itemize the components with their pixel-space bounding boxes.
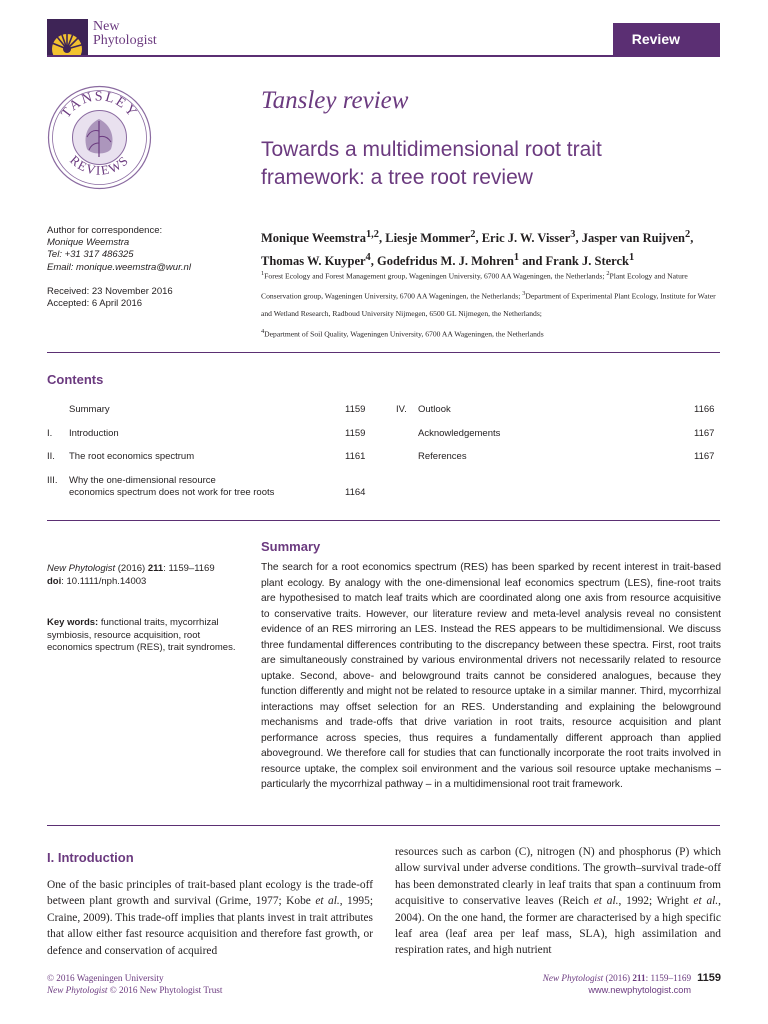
intro-right-column: resources such as carbon (C), nitrogen (N) and phosphorus (P) which allow survival under adverse conditions. The growth–survival trade-off has been demonstrated clearly in leaf traits that span a continuum from acquisitive to conservative leaves (Reich et al., 1992; Wright et al., 2004). On the one hand, the former are characterised by a high specific leaf area (leaf area per leaf mass, SLA), high assimilation and respiration rates, and high nutrient xyxy=(395,846,722,957)
section-divider xyxy=(47,352,720,353)
journal-logo-icon xyxy=(47,19,88,55)
received-dates: Received: 23 November 2016 Accepted: 6 April 2016 xyxy=(47,286,173,310)
header-rule xyxy=(47,55,720,57)
introduction-heading: I. Introduction xyxy=(47,850,134,865)
author-list: Monique Weemstra$^{1,2}$, Liesje Mommer$^2$, Eric J. W. Visser$^3$, Jasper van Ruijven$^2$, Thomas W. Kuyper$^4$, Godefridus M. J. Mohren$^1$ and Frank J. Sterck$^1$ xyxy=(261,229,694,269)
article-type-tab xyxy=(613,23,720,55)
seal-bottom-text: REVIEWS xyxy=(67,152,132,178)
paper-title: Towards a multidimensional root trait framework: a tree root review xyxy=(261,138,602,189)
correspondence-email[interactable]: Email: monique.weemstra@wur.nl xyxy=(47,261,191,273)
toc-item-why-one-dimensional[interactable]: III. Why the one-dimensional resource economics spectrum does not work for tree roots 1164 xyxy=(47,475,366,498)
correspondence-block: Author for correspondence: Monique Weemstra Tel: +31 317 486325 Email: monique.weemstra@wur.nl xyxy=(47,225,247,274)
intro-left-column: One of the basic principles of trait-based plant ecology is the trade-off between plant growth and survival (Grime, 1977; Kobe et al., 1995; Craine, 2009). This trade-off implies that plants invest in trait attributes that allow either fast resource acquisition and therefore fast growth, or defence and conservation of acquired xyxy=(47,879,373,957)
doi-link[interactable]: : 10.1111/nph.14003 xyxy=(61,575,147,587)
article-type-label: Review xyxy=(631,31,680,47)
journal-name: New Phytologist xyxy=(93,19,157,48)
journal-url-link[interactable]: www.newphytologist.com xyxy=(588,984,691,995)
page-footer: New Phytologist (2016) 211: 1159–1169 1159 www.newphytologist.com xyxy=(542,972,721,995)
citation-block: New Phytologist (2016) 211: 1159–1169 doi: 10.1111/nph.14003 xyxy=(47,563,215,587)
summary-text: The search for a root economics spectrum (RES) has been sparked by recent interest in trait-based plant ecology. By analogy with the one-dimensional leaf economics spectrum (LES), fine-root traits are hypothesised to match leaf traits which are coordinated along one axis from resource acquisitive to conservative traits. However, our literature review and meta-level analysis reveal no consistent evidence of an RES mirroring an LES. Instead the RES appears to be multidimensional. We discuss three fundamental differences contributing to the discrepancy between these spectra. First, root traits are simultaneously constrained by various environmental drivers not necessarily related to resource uptake. Second, above- and belowground traits cannot be considered analogues, because they function differently and might not be related to resource uptake in a similar manner. Third, mycorrhizal interactions may offset selection for an RES. Understanding and explaining the belowground mechanisms and trade-offs that drive variation in root traits, resource acquisition and plant performance across species, thus requires a fundamentally different approach than applied aboveground. We therefore call for studies that can functionally incorporate the root traits involved in resource uptake, the complex soil environment and the various soil resource uptake mechanisms – particularly the mycorrhizal pathway – in a multidimensional root trait framework. xyxy=(261,562,721,790)
summary-heading: Summary xyxy=(261,539,321,554)
section-divider xyxy=(47,520,720,521)
section-divider xyxy=(47,825,720,826)
contents-heading: Contents xyxy=(47,372,104,387)
copyright-footer: © 2016 Wageningen University New Phytologist © 2016 New Phytologist Trust xyxy=(47,973,223,995)
tansley-reviews-seal xyxy=(47,85,152,190)
series-label: Tansley review xyxy=(261,87,409,114)
keywords-block: Key words: functional traits, mycorrhizal symbiosis, resource acquisition, root economics spectrum (RES), trait syndromes. xyxy=(47,617,236,653)
affiliations: $^1$Forest Ecology and Forest Management group, Wageningen University, 6700 AA Wageningen, the Netherlands; $^2$Plant Ecology and Nature Conservation group, Wageningen University, 6700 AA Wageningen, the Netherlands; $^3$Department of Experimental Plant Ecology, Institute for Water and Wetland Research, Radboud University Nijmegen, 6500 GL Nijmegen, the Netherlands; $^4$Department of Soil Quality, Wageningen University, 6700 AA Wageningen, the Netherlands xyxy=(261,270,716,339)
seal-top-text: TANSLEY xyxy=(58,89,141,122)
page-number: 1159 xyxy=(697,972,721,984)
